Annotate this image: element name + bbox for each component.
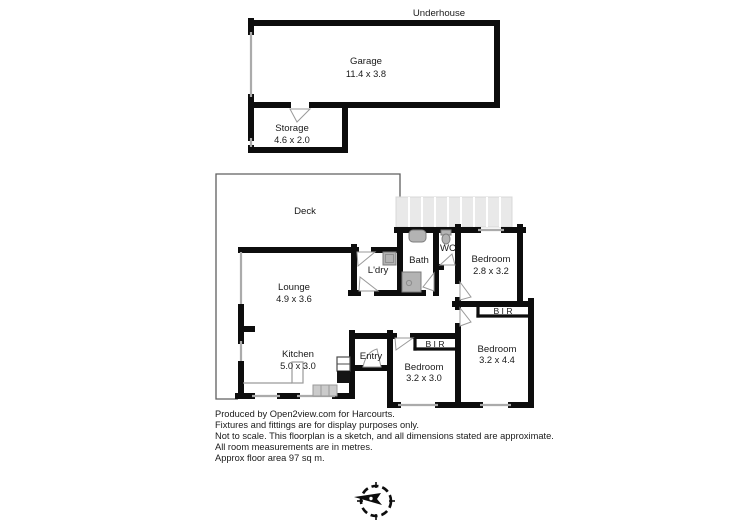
footer-disclaimer [215,409,554,463]
bedroom-right-dims: 3.2 x 4.4 [479,355,515,365]
stove-icon [337,371,350,383]
compass-north-arrow [354,493,382,505]
wc-label: WC [440,243,456,254]
lounge-dims: 4.9 x 3.6 [276,294,312,304]
deck-label: Deck [294,206,316,217]
storage-label: Storage [275,123,309,134]
bath-basin-icon [409,230,426,242]
laundry-hall-door-swing [359,277,378,291]
footer-line-2: Fixtures and fittings are for display purposes only. [215,420,419,430]
kitchen-label: Kitchen [282,349,314,360]
bedroom-right-label: Bedroom [477,344,517,355]
bir-left-label: B I R [425,339,445,349]
compass-icon [354,482,395,520]
bedroom-mid-dims: 3.2 x 3.0 [406,373,442,383]
footer-line-3: Not to scale. This floorplan is a sketch, and all dimensions stated are approximate. [215,431,554,441]
bedroom-right-door-swing [460,308,471,326]
storage-dims: 4.6 x 2.0 [274,135,310,145]
footer-line-1: Produced by Open2view.com for Harcourts. [215,409,395,419]
stairs [396,197,512,227]
underhouse-label: Underhouse [412,8,466,19]
kitchen-dims: 5.0 x 3.0 [280,361,316,371]
entry-label: Entry [359,351,383,362]
footer-line-4: All room measurements are in metres. [215,442,373,452]
bath-label: Bath [409,255,429,266]
bir-right-label: B I R [493,306,513,316]
wc-door-swing [440,254,455,265]
bedroom-mid-door-swing [395,338,413,350]
garage-label: Garage [350,56,382,67]
footer-line-5: Approx floor area 97 sq m. [215,453,325,463]
bedroom-mid-label: Bedroom [404,362,444,373]
garage-dims: 11.4 x 3.8 [345,69,387,79]
bedroom-top-label: Bedroom [471,254,511,265]
washer-icon [383,252,396,265]
bedroom-top-dims: 2.8 x 3.2 [473,266,509,276]
storage-door-swing [290,109,310,122]
laundry-deck-door-swing [357,252,375,266]
bedroom-top-door-swing [460,282,471,300]
lounge-label: Lounge [277,282,311,293]
kitchen-bench-icon [313,385,337,396]
bath-door-swing [423,273,434,291]
laundry-label: L'dry [367,265,389,276]
